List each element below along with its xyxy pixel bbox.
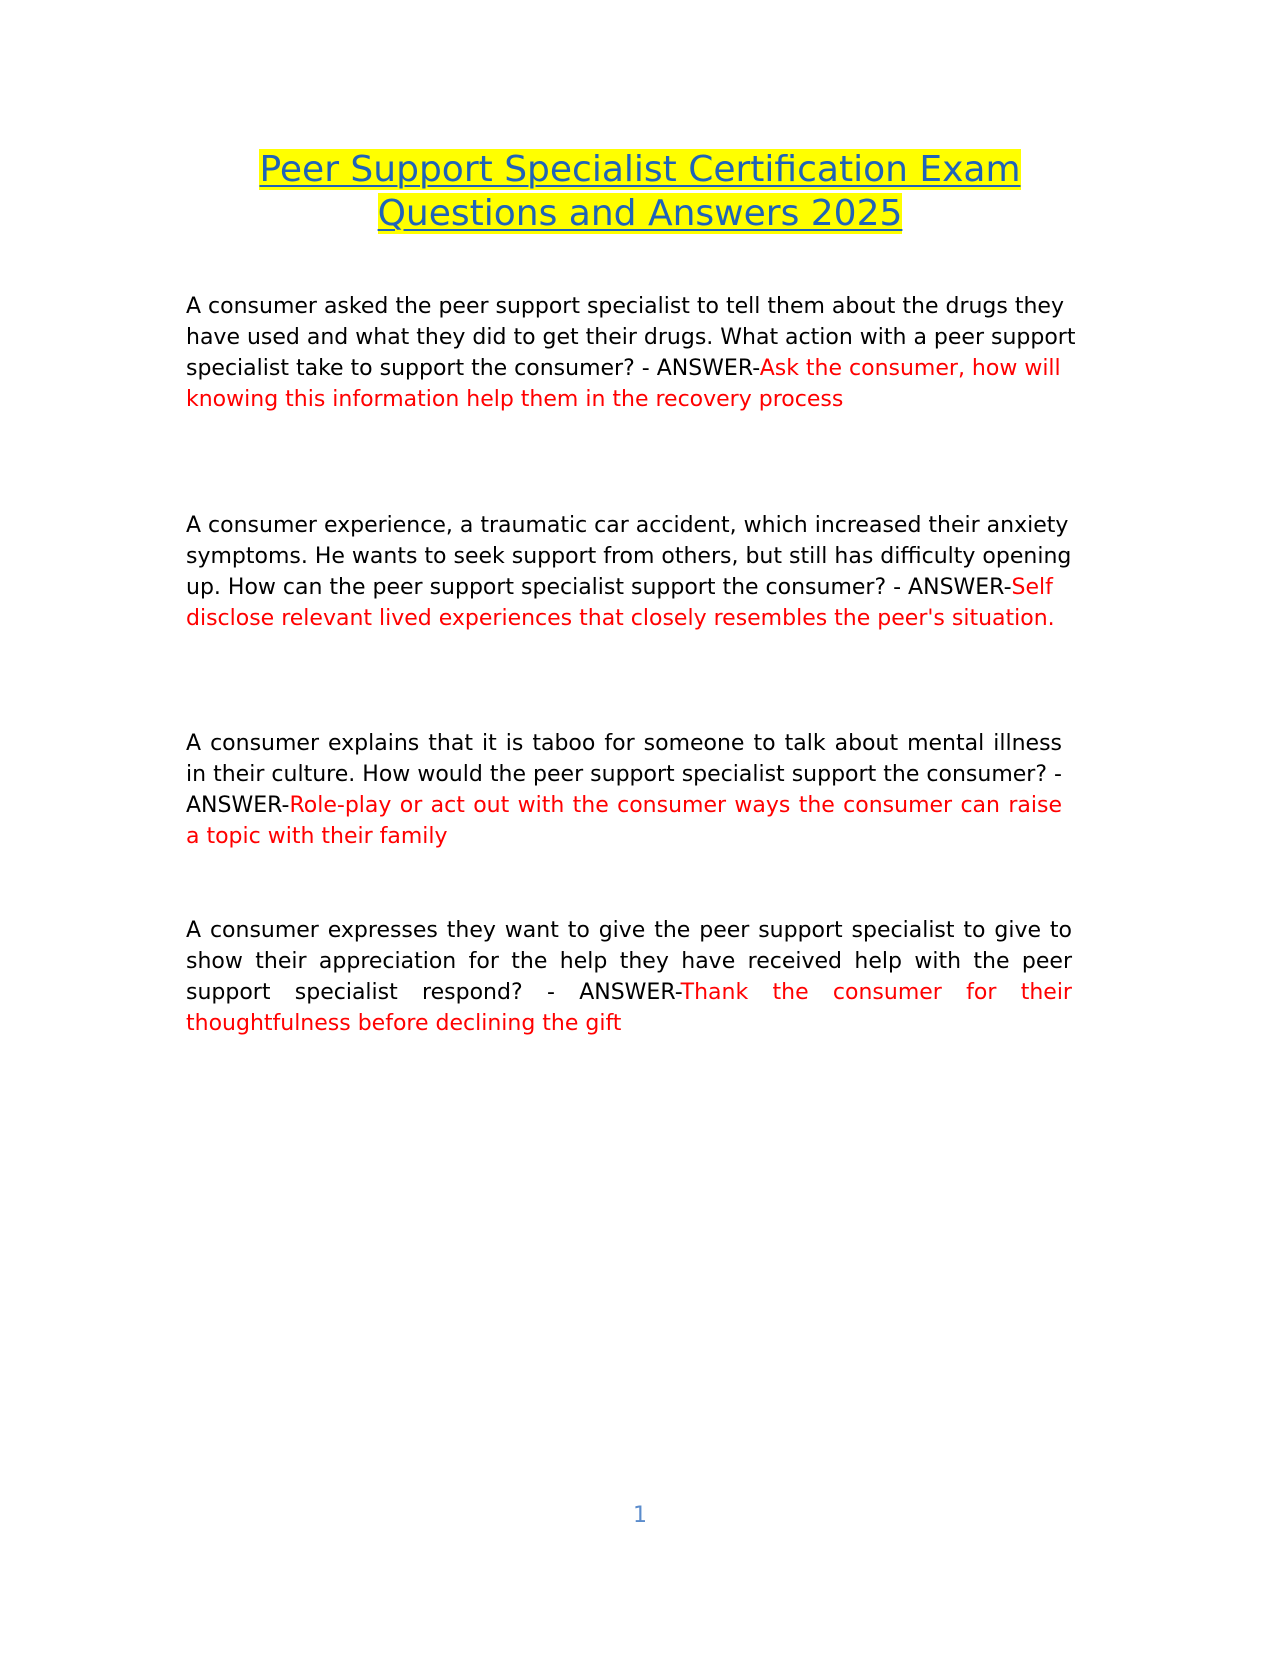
qa-item-1: [186, 291, 1082, 415]
page-number: 1: [633, 1503, 647, 1528]
answer-text: Self disclose relevant lived experiences that closely resembles the peer's situation.: [186, 575, 1055, 631]
answer-text: Ask the consumer, how will knowing this information help them in the recovery process: [186, 356, 1061, 412]
question-text: A consumer experience, a traumatic car accident, which increased their anxiety symptoms. He wants to seek support from others, but still has difficulty opening up. How can the peer support specialist support the consumer? - ANSWER-: [186, 513, 1072, 600]
qa-item-4: [186, 915, 1072, 1039]
answer-text: Thank the consumer for their thoughtfulness before declining the gift: [186, 980, 1072, 1036]
answer-text: Role-play or act out with the consumer ways the consumer can raise a topic with their family: [186, 793, 1062, 849]
question-text: A consumer explains that it is taboo for someone to talk about mental illness in their culture. How would the peer support specialist support the consumer? - ANSWER-: [186, 731, 1062, 818]
question-text: A consumer asked the peer support specialist to tell them about the drugs they have used and what they did to get their drugs. What action with a peer support specialist take to support the consumer? - ANSWER-: [186, 294, 1076, 381]
title-line-2: Questions and Answers 2025: [377, 193, 903, 234]
question-text: A consumer expresses they want to give the peer support specialist to give to show their appreciation for the help they have received help with the peer support specialist respond? - ANSWER-: [186, 918, 1072, 1005]
document-title: [150, 148, 1130, 236]
qa-item-2: [186, 510, 1082, 634]
qa-item-3: [186, 728, 1062, 852]
title-line-1: Peer Support Specialist Certification Exam: [259, 149, 1021, 190]
